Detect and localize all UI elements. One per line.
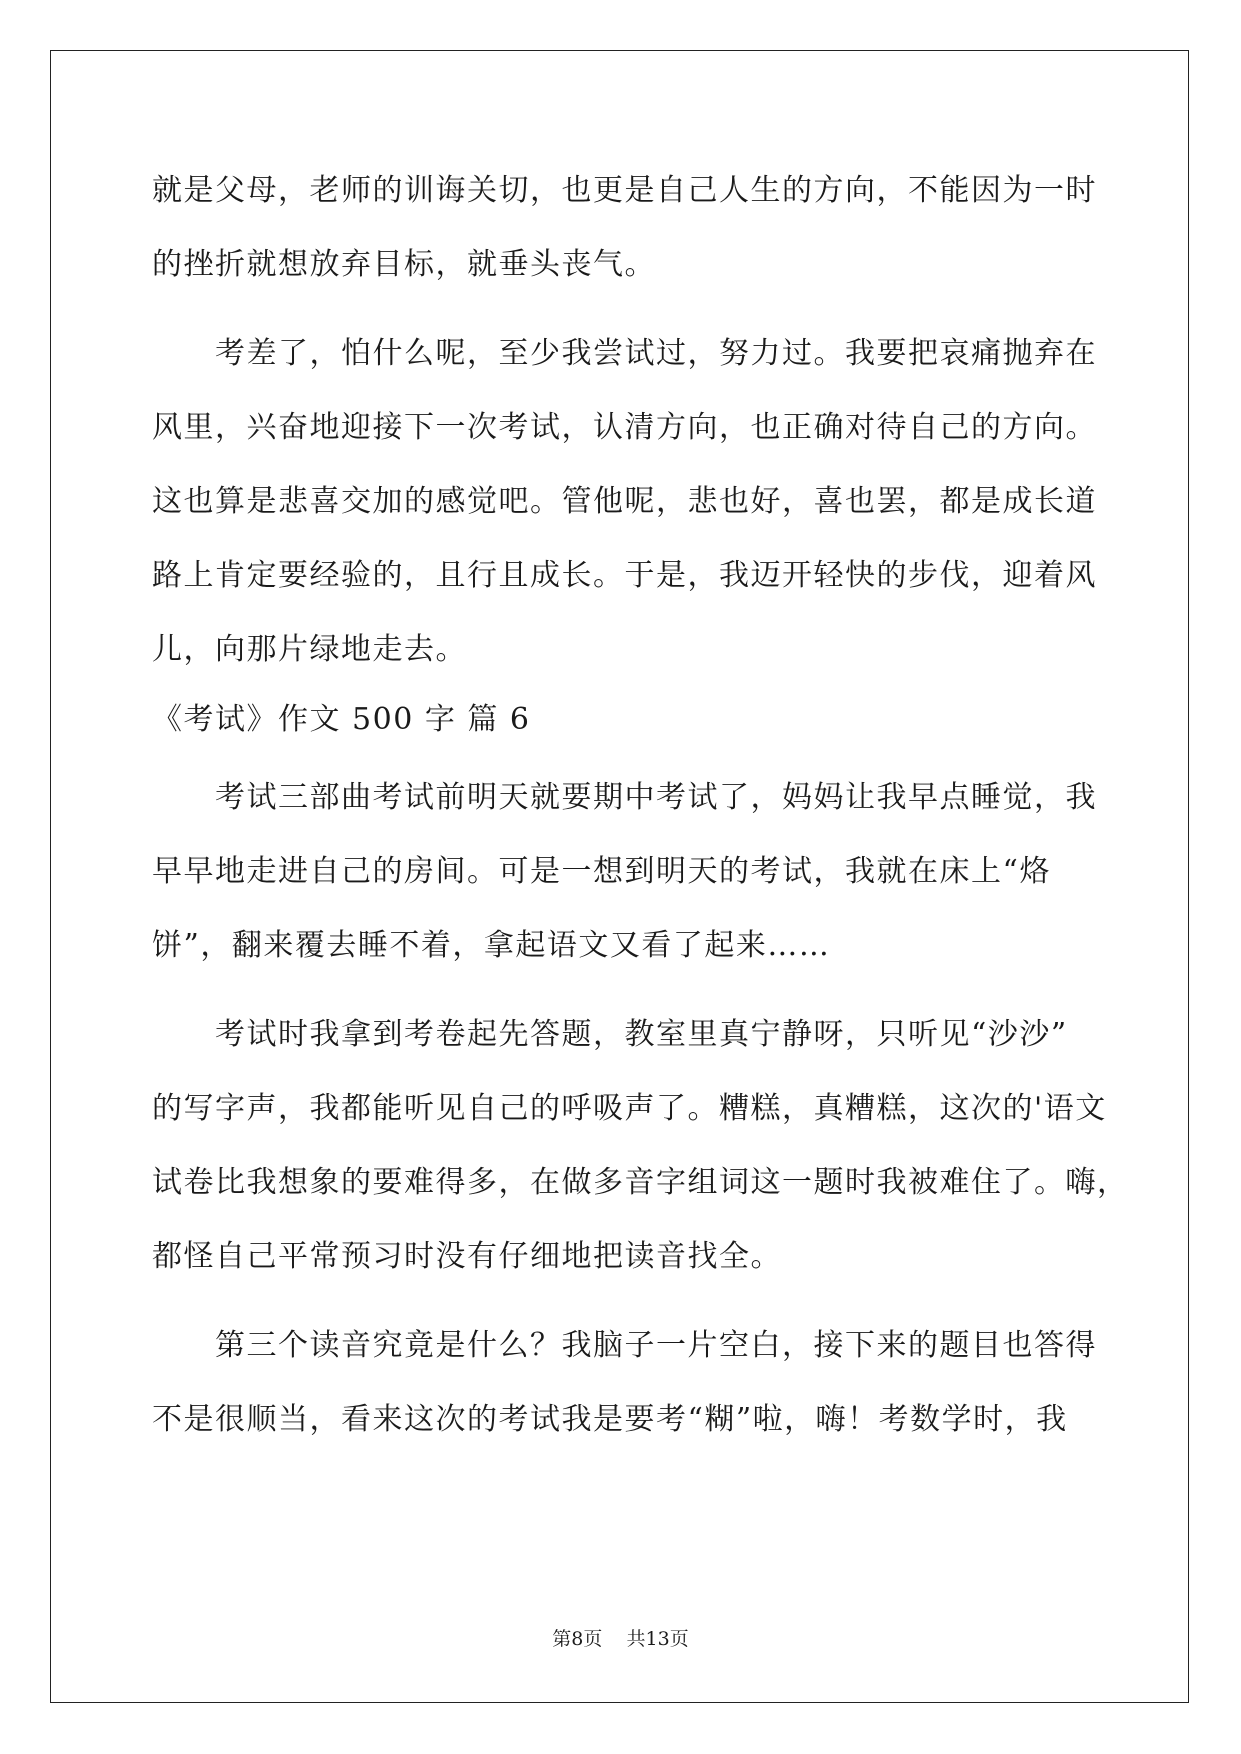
section-heading: 《考试》作文 500 字 篇 6 xyxy=(152,702,531,737)
text-line: 都怪自己平常预习时没有仔细地把读音找全。 xyxy=(152,1239,782,1274)
text-line: 饼”，翻来覆去睡不着，拿起语文又看了起来…… xyxy=(152,928,831,963)
text-line: 路上肯定要经验的，且行且成长。于是，我迈开轻快的步伐，迎着风 xyxy=(152,558,1097,593)
text-line: 的写字声，我都能听见自己的呼吸声了。糟糕，真糟糕，这次的'语文 xyxy=(152,1091,1107,1126)
text-line: 第三个读音究竟是什么？我脑子一片空白，接下来的题目也答得 xyxy=(152,1328,1097,1363)
text-line: 风里，兴奋地迎接下一次考试，认清方向，也正确对待自己的方向。 xyxy=(152,410,1097,445)
text-line: 儿，向那片绿地走去。 xyxy=(152,632,467,667)
text-line: 不是很顺当，看来这次的考试我是要考“糊”啦，嗨！考数学时，我 xyxy=(152,1402,1068,1437)
page-number-footer: 第8页 共13页 xyxy=(552,1628,689,1650)
text-line: 考试三部曲考试前明天就要期中考试了，妈妈让我早点睡觉，我 xyxy=(152,780,1097,815)
text-line: 就是父母，老师的训诲关切，也更是自己人生的方向，不能因为一时 xyxy=(152,173,1097,208)
text-line: 早早地走进自己的房间。可是一想到明天的考试，我就在床上“烙 xyxy=(152,854,1051,889)
text-line: 这也算是悲喜交加的感觉吧。管他呢，悲也好，喜也罢，都是成长道 xyxy=(152,484,1097,519)
text-line: 试卷比我想象的要难得多，在做多音字组词这一题时我被难住了。嗨， xyxy=(152,1165,1129,1200)
text-line: 的挫折就想放弃目标，就垂头丧气。 xyxy=(152,247,656,282)
text-line: 考试时我拿到考卷起先答题，教室里真宁静呀，只听见“沙沙” xyxy=(152,1017,1068,1052)
text-line: 考差了，怕什么呢，至少我尝试过，努力过。我要把哀痛抛弃在 xyxy=(152,336,1097,371)
